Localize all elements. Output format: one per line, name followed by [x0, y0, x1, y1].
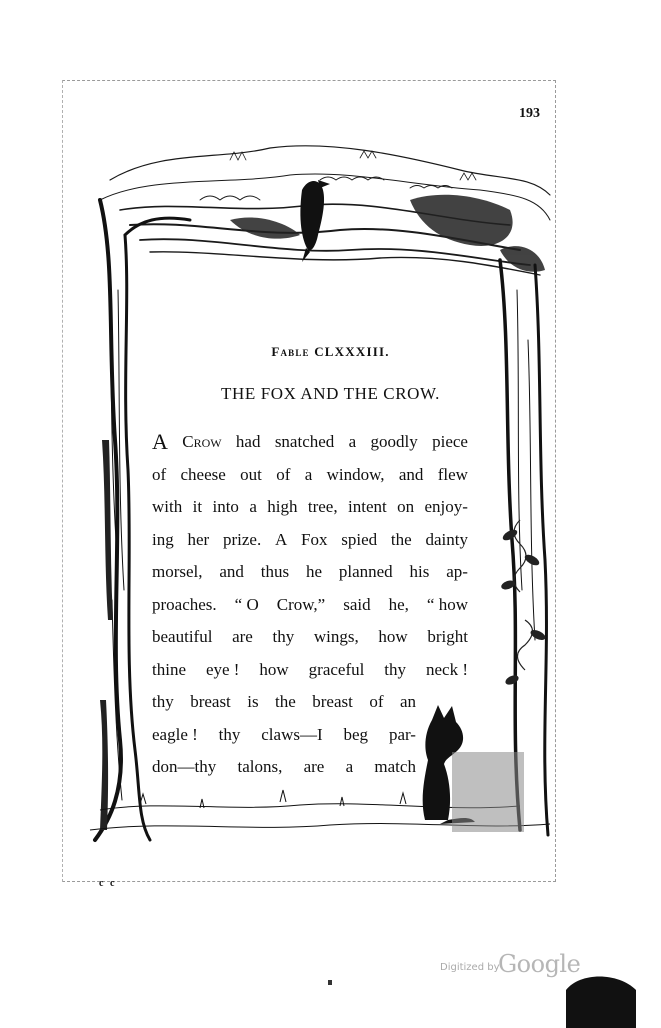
body-word: don—thy [152, 757, 217, 776]
body-word: window, [326, 464, 385, 484]
body-word: is [247, 692, 259, 711]
body-line [152, 556, 468, 589]
body-word: “ how [426, 594, 468, 614]
body-word: goodly [370, 432, 418, 451]
body-word: he, [388, 594, 409, 614]
fable-number-prefix: Fable [271, 344, 310, 359]
body-word: flew [437, 464, 468, 484]
body-word: with [152, 497, 183, 516]
body-word: thy [152, 692, 174, 711]
page-number: 193 [519, 106, 540, 121]
body-word: the [390, 529, 412, 549]
body-word: Crow [182, 432, 222, 451]
body-word: wings, [313, 627, 359, 646]
body-word: a [348, 432, 357, 451]
fable-title: THE FOX AND THE CROW. [221, 384, 440, 403]
body-word: graceful [308, 659, 365, 679]
body-word: are [232, 627, 253, 646]
body-word: it [192, 497, 203, 516]
body-word: thy [272, 627, 295, 646]
body-word: match [374, 757, 416, 776]
body-word: dainty [425, 529, 468, 549]
body-word: cheese [180, 464, 226, 484]
body-word: he [305, 562, 322, 581]
body-word: beg [343, 724, 369, 744]
body-word: had [235, 432, 261, 451]
body-word: Crow,” [276, 594, 326, 614]
body-line [152, 654, 468, 687]
body-word: piece [432, 432, 468, 451]
body-word: how [378, 627, 408, 646]
google-watermark: Google [498, 950, 581, 978]
body-line [152, 426, 468, 459]
body-word: thy [384, 659, 407, 679]
digitized-by-label: Digitized by [440, 962, 500, 973]
body-word: snatched [274, 432, 335, 451]
body-word: beautiful [152, 627, 213, 646]
body-word: tree, [307, 497, 338, 516]
body-word: par- [388, 724, 416, 744]
page-corner-shape [560, 968, 640, 1028]
body-word: spied [341, 529, 378, 549]
body-word: thine [152, 659, 186, 679]
body-word: a [249, 497, 257, 516]
body-word: of [276, 464, 291, 484]
body-word: of [152, 464, 167, 484]
body-line [152, 621, 468, 654]
body-word: breast [190, 692, 231, 711]
signature-mark: c c [99, 878, 117, 889]
body-word: talons, [237, 757, 283, 776]
body-word: ap- [446, 562, 468, 581]
body-line [152, 719, 416, 752]
vine-leaves [500, 528, 547, 687]
body-word: his [409, 562, 430, 581]
body-word: thus [260, 562, 290, 581]
body-line [152, 751, 416, 784]
body-line [152, 491, 468, 524]
body-word: a [304, 464, 313, 484]
body-word: how [259, 659, 289, 679]
body-word: prize. [222, 529, 262, 549]
ink-dot [328, 980, 332, 985]
body-word: and [219, 562, 244, 581]
body-word: proaches. [152, 594, 217, 614]
body-word: thy [218, 724, 241, 744]
body-word: out [240, 464, 262, 484]
body-word: eagle ! [152, 724, 198, 744]
body-word: into [212, 497, 239, 516]
body-word: eye ! [205, 659, 240, 679]
body-line [152, 459, 468, 492]
body-word: an [399, 692, 416, 711]
body-word: intent [348, 497, 387, 516]
body-word: bright [427, 627, 468, 646]
body-word: the [275, 692, 296, 711]
fable-body [152, 426, 468, 784]
body-word: enjoy- [424, 497, 468, 516]
body-word: “ O [234, 594, 259, 614]
body-word: Fox [301, 529, 328, 549]
drop-cap: A [152, 429, 168, 454]
body-line [152, 686, 416, 719]
body-word: A [274, 529, 288, 549]
body-word: morsel, [152, 562, 203, 581]
body-word: high [267, 497, 298, 516]
body-line [152, 524, 468, 557]
body-word: planned [338, 562, 393, 581]
body-word: ing [152, 529, 174, 549]
body-word: on [397, 497, 415, 516]
body-line [152, 589, 468, 622]
fable-number-roman: CLXXXIII. [314, 344, 390, 359]
body-word: said [343, 594, 371, 614]
body-word: breast [312, 692, 353, 711]
body-word: claws—I [261, 724, 323, 744]
body-word: are [303, 757, 325, 776]
left-bark-shading [100, 440, 113, 830]
body-word: and [398, 464, 424, 484]
body-word: her [187, 529, 210, 549]
fable-number [0, 344, 661, 360]
body-word: a [345, 757, 354, 776]
body-word: neck ! [425, 659, 468, 679]
body-word: of [369, 692, 384, 711]
